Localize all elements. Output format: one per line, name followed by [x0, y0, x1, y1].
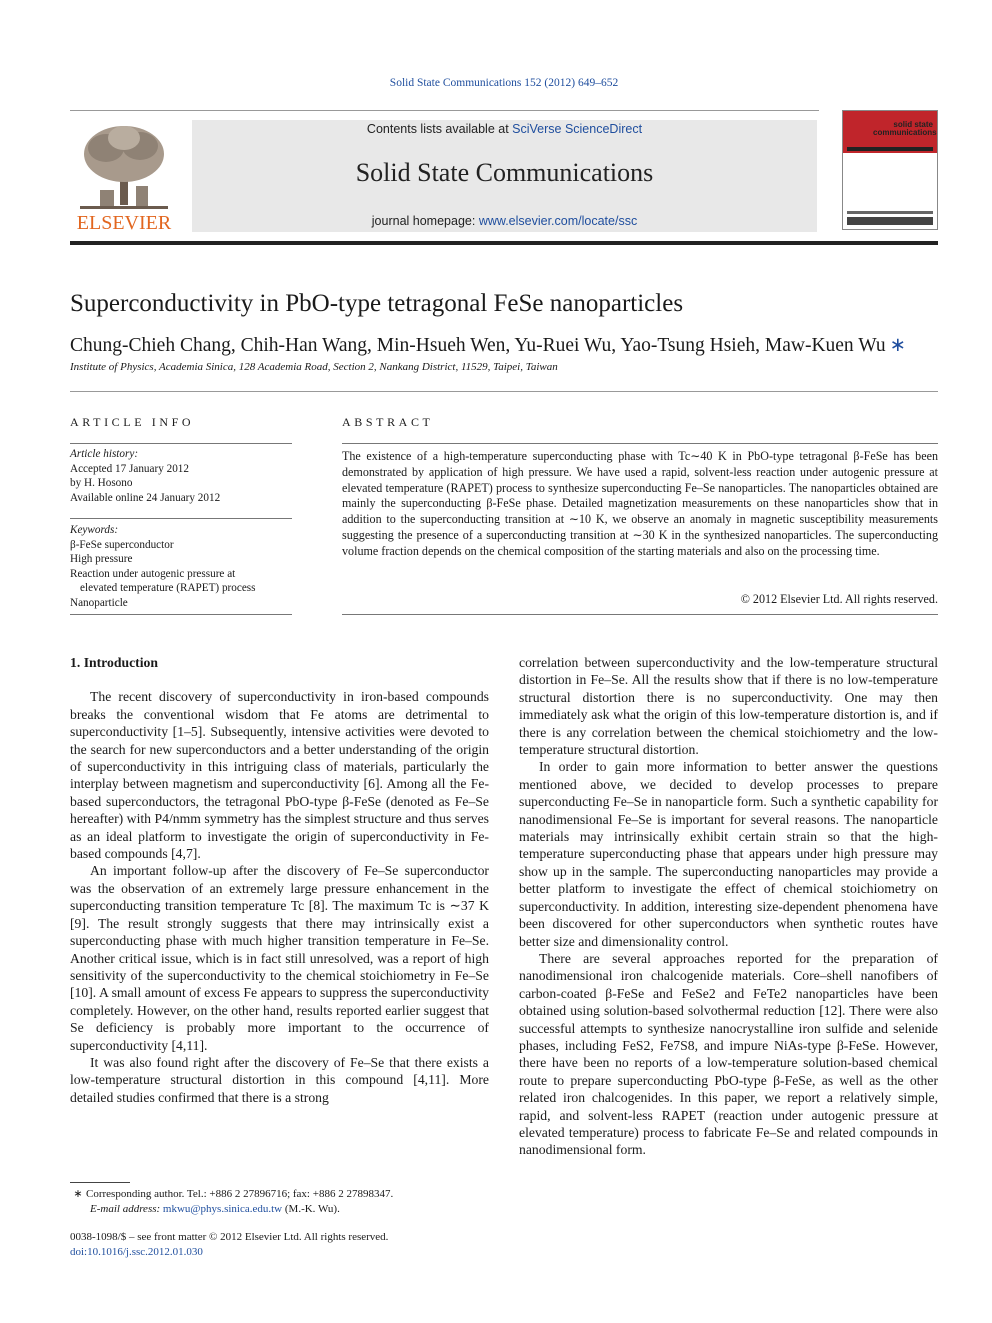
keywords	[70, 523, 300, 611]
cover-title: solid state communications	[873, 120, 937, 137]
article-title: Superconductivity in PbO-type tetragonal FeSe nanoparticles	[70, 290, 684, 317]
body-paragraph: There are several approaches reported for the preparation of nanodimensional iron chalcogenide materials. Core–shell nanofibers of carbon-coated β-FeSe and FeSe2 and FeTe2 nanoparticles have been obtained using solution-based solvothermal reduction [12]. There were also successful attempts to synthesize nanocrystalline iron sulfide and selenide phases, including FeS2, Fe7S8, and impure NiAs-type β-FeSe. However, there have been no reports of a low-temperature solution-based chemical route to prepare superconducting PbO-type β-FeSe, as well as the other related iron chalcogenides. In this paper, we report a relatively simple, rapid, and solvent-less RAPET (reaction under autogenic pressure at elevated temperature) process to fabricate Fe–Se and related compounds in nanodimensional form.	[519, 950, 938, 1158]
section-heading: 1. Introduction	[70, 655, 158, 670]
history-online: Available online 24 January 2012	[70, 491, 221, 504]
homepage-line: journal homepage: www.elsevier.com/locate/ssc	[371, 214, 638, 228]
keyword-item: Nanoparticle	[70, 596, 128, 609]
body-paragraph: An important follow-up after the discovery of Fe–Se superconductor was the observation of an extremely large pressure enhancement in the superconducting transition temperature Tc [8]. The maximum Tc is ∼37 K [9]. The result strongly suggests that there may intrinsically exist a superconducting phase with much higher transition temperature in Fe–Se. Another critical issue, which is in fact still unresolved, was a report of high sensitivity of the superconductivity to the chemical stoichiometry in Fe–Se [10]. A small amount of excess Fe appears to suppress the superconductivity completely. However, on the other hand, results reported earlier suggest that Se deficiency is probably more important to the occurrence of superconductivity [4,11].	[70, 863, 489, 1053]
keyword-item: β-FeSe superconductor	[70, 538, 174, 551]
history-editor: by H. Hosono	[70, 477, 133, 490]
tree-icon	[70, 120, 178, 212]
footnote-rule	[70, 1182, 130, 1183]
article-history	[70, 447, 300, 505]
keywords-rule	[70, 518, 292, 519]
header-rule	[70, 110, 819, 111]
author-email-link[interactable]: mkwu@phys.sinica.edu.tw	[162, 1202, 283, 1215]
journal-banner	[192, 120, 817, 232]
cover-footer-line	[847, 211, 933, 214]
corresponding-author-mark[interactable]: ∗	[889, 335, 906, 356]
footnote-corresponding: ∗ Corresponding author. Tel.: +886 2 27896716; fax: +886 2 27898347.	[70, 1187, 500, 1202]
body-paragraph: correlation between superconductivity and the low-temperature structural distortion in Fe–Se. All the results show that if there is no low-temperature structural distortion there is no superconductivity. One may then immediately ask what the origin of this low-temperature distortion is, and if there is any correlation between the chemical stoichiometry and the low-temperature structural distortion.	[519, 655, 938, 758]
article-info-heading: ARTICLE INFO	[70, 415, 195, 429]
keyword-item: Reaction under autogenic pressure at	[70, 567, 236, 580]
history-accepted: Accepted 17 January 2012	[70, 462, 189, 475]
cover-bar	[847, 147, 933, 151]
body-paragraph: The recent discovery of superconductivity in iron-based compounds breaks the conventional wisdom that Fe atoms are detrimental to superconductivity [1–5]. Subsequently, intensive activities were devoted to the search for new superconductors and a better understanding of the origin of superconductivity in this intriguing class of materials, particularly the interplay between magnetism and superconductivity [6]. Among all the Fe-based superconductors, the tetragonal PbO-type β-FeSe (denoted as Fe–Se hereafter) with P4/nmm symmetry has the simplest structure and thus serves as an ideal platform to investigate the origin of superconductivity in Fe-based compounds [4,7].	[70, 689, 489, 862]
body-paragraph: In order to gain more information to better answer the questions mentioned above, we decided to develop processes to prepare superconducting Fe–Se in nanoparticle form. Such a synthetic capability for nanodimensional Fe–Se is important for several reasons. The nanoparticle materials may intrinsically exhibit certain strain so that the high-temperature superconducting phase that appears under high pressure may show up in the sample. The superconducting nanoparticles may provide a better platform to investigate the effect of chemical stoichiometry on superconductivity. In addition, interesting size-dependent phenomena have been discovered for other superconductors when synthetic routes have better size and dimensionality control.	[519, 759, 938, 949]
keywords-label: Keywords:	[70, 524, 119, 536]
abstract-heading: ABSTRACT	[342, 415, 434, 429]
issn-line: 0038-1098/$ – see front matter © 2012 Elsevier Ltd. All rights reserved.	[70, 1231, 389, 1243]
article-info-rule	[70, 443, 292, 444]
elsevier-logo	[70, 120, 178, 232]
author-list: Chung-Chieh Chang, Chih-Han Wang, Min-Hsueh Wen, Yu-Ruei Wu, Yao-Tsung Hsieh, Maw-Kuen Wu ∗	[70, 335, 906, 356]
abstract-text: The existence of a high-temperature superconducting phase with Tc∼40 K in PbO-type tetragonal β-FeSe has been demonstrated by application of high pressure. We have used a rapid, solvent-less reaction under autogenic pressure at elevated temperature (RAPET) process to synthesize superconducting Fe–Se nanoparticles. The nanoparticles obtained are mainly the superconducting β-FeSe phase. Detailed magnetization measurements on these nanoparticles show that in addition to the superconducting transition at ∼10 K, we observe an anomaly in magnetic susceptibility measurements suggesting the presence of a superconducting transition at ∼30 K in the synthesized nanoparticles. The superconducting volume fraction depends on the chemical composition of the starting materials and also on the processing time.	[342, 449, 938, 558]
abstract-bottom-rule	[342, 614, 938, 615]
contents-line: Contents lists available at SciVerse ScienceDirect	[366, 122, 643, 136]
keyword-item: elevated temperature (RAPET) process	[80, 582, 256, 595]
footnote-mark: ∗	[73, 1188, 83, 1200]
keyword-item: High pressure	[70, 553, 133, 566]
footnote-email-line: E-mail address: mkwu@phys.sinica.edu.tw (M.-K. Wu).	[90, 1202, 340, 1215]
header-thick-rule	[70, 241, 938, 245]
cover-footer-band	[847, 217, 933, 225]
publisher-name: ELSEVIER	[76, 212, 172, 234]
body-left-column	[70, 654, 489, 1106]
affiliation: Institute of Physics, Academia Sinica, 128 Academia Road, Section 2, Nankang District, 11529, Taipei, Taiwan	[70, 361, 558, 373]
corresponding-footnote	[70, 1187, 500, 1216]
doi-link[interactable]: doi:10.1016/j.ssc.2012.01.030	[70, 1245, 203, 1258]
sciencedirect-link[interactable]: SciVerse ScienceDirect	[512, 122, 643, 136]
body-paragraph: It was also found right after the discovery of Fe–Se that there exists a low-temperature structural distortion in this compound [4,11]. More detailed studies confirmed that there is a strong	[70, 1054, 489, 1105]
issn-block	[70, 1230, 500, 1259]
abstract-rule	[342, 443, 938, 444]
history-label: Article history:	[70, 448, 139, 460]
article-info-bottom-rule	[70, 614, 292, 615]
abstract-copyright: © 2012 Elsevier Ltd. All rights reserved.	[740, 592, 938, 606]
journal-title: Solid State Communications	[355, 158, 654, 187]
journal-cover-thumbnail	[842, 110, 938, 230]
title-rule	[70, 391, 938, 392]
body-right-column	[519, 654, 938, 1159]
homepage-link[interactable]: www.elsevier.com/locate/ssc	[478, 214, 638, 228]
journal-citation[interactable]: Solid State Communications 152 (2012) 649–652	[389, 77, 619, 89]
